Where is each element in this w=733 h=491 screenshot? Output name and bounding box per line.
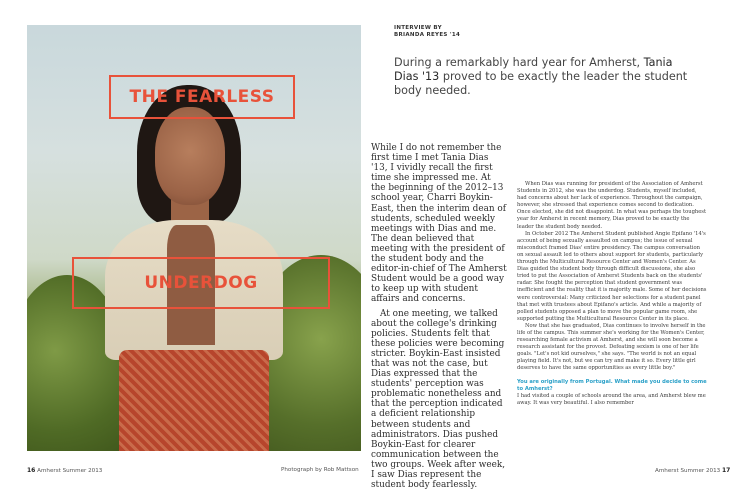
side-paragraph-1: When Dias was running for president of the Association of Amherst Students in 2012, she was the underdog. Students, myself included, had concerns about her lack of experience. Throughout the campaign, however, she stressed that experience comes second to dedication. Once elected, she did not disappoint. In what was perhaps the toughest year for Amherst in recent memory, Dias proved to be exactly the leader the student body needed. bbox=[517, 181, 707, 230]
byline-author: BRIANDA REYES '14 bbox=[394, 31, 461, 38]
page-number-right: 17 bbox=[721, 467, 731, 474]
footer-left-text: Amherst Summer 2013 bbox=[37, 468, 103, 474]
main-column bbox=[371, 143, 507, 490]
portrait-skirt bbox=[119, 350, 269, 451]
side-paragraph-2: In October 2012 The Amherst Student published Angie Epifano '14's account of being sexually assaulted on campus; the issue of sexual misconduct framed Dias' entire presidency. The campus conversation on sexual assault led to others about support for students, particularly through the Multicultural Resource Center and Women's Center. As Dias guided the student body through difficult discussions, she also tried to put the Association of Amherst Students back on the students' radar. She fought the perception that student government was inefficient and the reality that it is majority male. Some of her decisions were controversial: Many criticized her selections for a student panel that met with trustees about Epifano's article. And while a majority of polled students opposed a plan to move the popular game room, she supported putting the Multicultural Resource Center in its place. bbox=[517, 230, 707, 322]
portrait-photo bbox=[27, 25, 361, 451]
page-number-left: 16 bbox=[27, 467, 36, 474]
interview-answer: I had visited a couple of schools around the area, and Amherst blew me away. It was very beautiful. I also remember bbox=[517, 392, 706, 406]
main-paragraph-2: At one meeting, we talked about the college's drinking policies. Students felt that these policies were becoming stricter. Boykin-East insisted that was not the case, but Dias expressed that the students' perception was problematic nonetheless and that the perception indicated a deficient relationship between students and administrators. Dias pushed Boykin-East for clearer communication between the two groups. Week after week, I saw Dias represent the student body fearlessly. bbox=[371, 308, 506, 491]
feature-title-line2: UNDERDOG bbox=[72, 257, 330, 309]
dek-subject-name: Tania Dias '13 bbox=[394, 56, 673, 83]
main-paragraph-1: While I do not remember the first time I met Tania Dias '13, I vividly recall the first time she impressed me. At the beginning of the 2012–13 school year, Charri Boykin-East, then the interim dean of students, scheduled weekly meetings with Dias and me. The dean believed that meeting with the president of the student body and the editor-in-chief of The Amherst Student would be a good way to keep up with student affairs and concerns. bbox=[371, 143, 507, 305]
byline-label: INTERVIEW BY bbox=[394, 25, 442, 31]
article-dek bbox=[394, 56, 694, 98]
photo-credit: Photograph by Rob Mattson bbox=[281, 467, 359, 473]
side-paragraph-3: Now that she has graduated, Dias continues to involve herself in the life of the campus. This summer she's working for the Women's Center, researching female activism at Amherst, and she will soon become a research assistant for the provost. Defeating sexism is one of her life goals. "Let's not kid ourselves," she says. "The world is not an equal playing field. It's not, but we can try and make it so. Every little girl deserves to have the same opportunities as every little boy." bbox=[517, 322, 706, 372]
byline bbox=[394, 25, 594, 38]
dek-text-after: proved to be exactly the leader the student body needed. bbox=[394, 70, 688, 97]
portrait-face bbox=[155, 107, 225, 205]
footer-left bbox=[27, 467, 102, 474]
dek-text-before: During a remarkably hard year for Amherst, bbox=[394, 56, 644, 69]
feature-title-line1: THE FEARLESS bbox=[109, 75, 295, 119]
footer-right bbox=[655, 467, 730, 474]
side-column bbox=[517, 181, 707, 407]
footer-right-text: Amherst Summer 2013 bbox=[655, 468, 721, 474]
interview-question: You are originally from Portugal. What made you decide to come to Amherst? bbox=[517, 378, 707, 392]
